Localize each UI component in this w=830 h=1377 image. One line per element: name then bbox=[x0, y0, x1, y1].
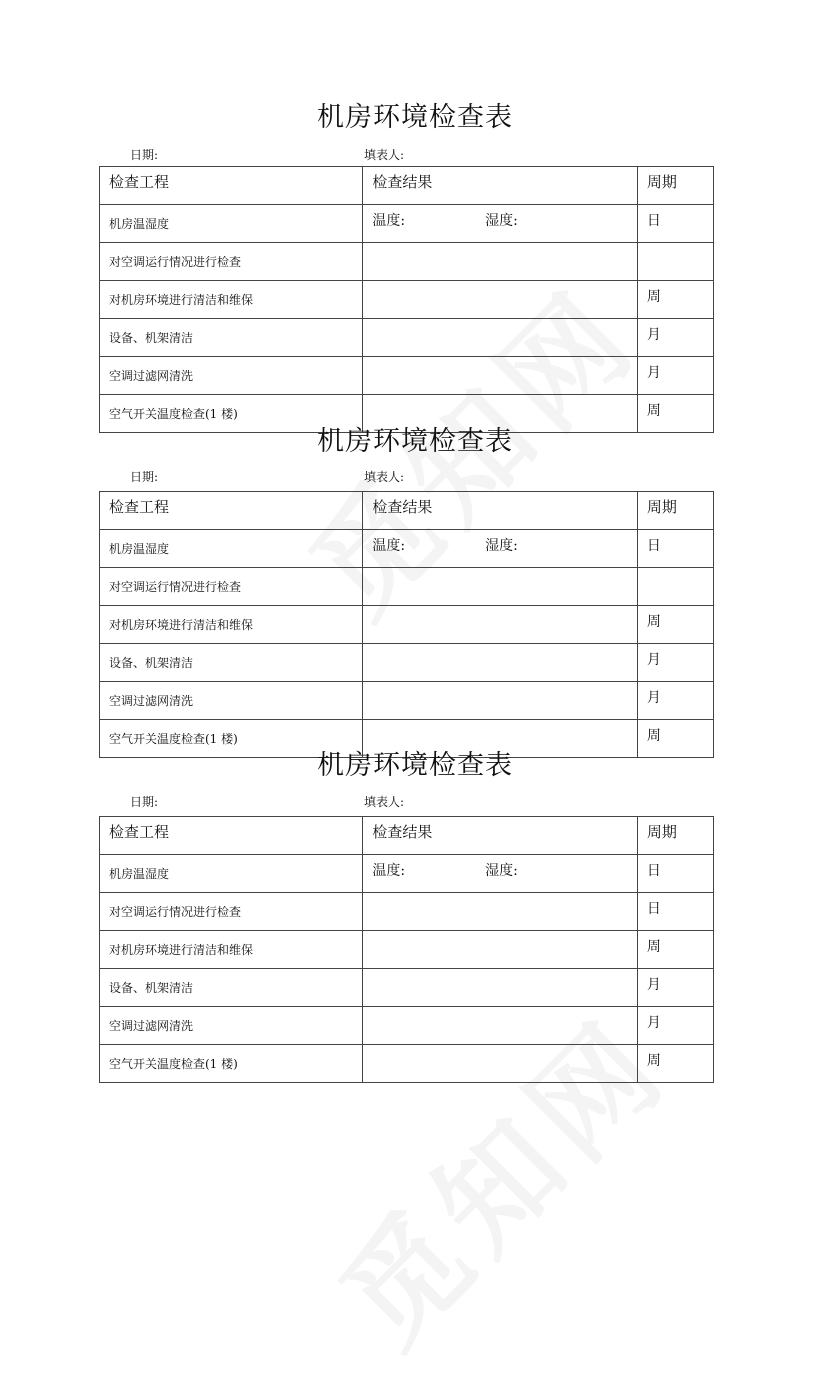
table-row bbox=[100, 1007, 714, 1045]
humidity-label: 湿度: bbox=[485, 538, 518, 554]
item-cell: 对空调运行情况进行检查 bbox=[100, 243, 363, 281]
item-cell: 空调过滤网清洗 bbox=[100, 682, 363, 720]
table-header-row bbox=[100, 167, 714, 205]
result-cell[interactable] bbox=[363, 682, 637, 720]
item-cell: 设备、机架清洁 bbox=[100, 319, 363, 357]
result-cell[interactable] bbox=[363, 281, 637, 319]
period-cell: 周 bbox=[637, 281, 713, 319]
table-row bbox=[100, 893, 714, 931]
date-label: 日期: bbox=[130, 470, 159, 484]
temperature-label: 温度: bbox=[372, 863, 406, 879]
inspection-table bbox=[99, 816, 714, 1083]
table-row bbox=[100, 682, 714, 720]
header-result: 检查结果 bbox=[363, 492, 637, 530]
filler-label: 填表人: bbox=[364, 148, 405, 162]
period-cell: 日 bbox=[637, 893, 713, 931]
item-cell: 空气开关温度检查(1 楼) bbox=[100, 1045, 363, 1083]
table-row bbox=[100, 969, 714, 1007]
item-cell: 对机房环境进行清洁和维保 bbox=[100, 931, 363, 969]
table-row bbox=[100, 855, 714, 893]
item-cell: 空调过滤网清洗 bbox=[100, 357, 363, 395]
table-row bbox=[100, 606, 714, 644]
period-cell: 周 bbox=[637, 395, 713, 433]
table-row bbox=[100, 319, 714, 357]
table-row bbox=[100, 530, 714, 568]
inspection-table bbox=[99, 166, 714, 433]
form-title: 机房环境检查表 bbox=[317, 102, 513, 133]
date-label: 日期: bbox=[130, 795, 159, 809]
table-row bbox=[100, 243, 714, 281]
humidity-label: 湿度: bbox=[485, 213, 518, 229]
date-label: 日期: bbox=[130, 148, 159, 162]
humidity-label: 湿度: bbox=[485, 863, 518, 879]
item-cell: 空气开关温度检查(1 楼) bbox=[100, 720, 363, 758]
item-cell: 空调过滤网清洗 bbox=[100, 1007, 363, 1045]
result-cell[interactable] bbox=[363, 1045, 637, 1083]
period-cell bbox=[637, 243, 713, 281]
period-cell: 月 bbox=[637, 682, 713, 720]
period-cell: 月 bbox=[637, 1007, 713, 1045]
result-cell[interactable] bbox=[363, 969, 637, 1007]
period-cell: 周 bbox=[637, 931, 713, 969]
item-cell: 对空调运行情况进行检查 bbox=[100, 893, 363, 931]
table-header-row bbox=[100, 817, 714, 855]
period-cell bbox=[637, 568, 713, 606]
period-cell: 日 bbox=[637, 205, 713, 243]
table-row bbox=[100, 205, 714, 243]
header-item: 检查工程 bbox=[100, 817, 363, 855]
result-cell[interactable] bbox=[363, 530, 637, 568]
item-cell: 对空调运行情况进行检查 bbox=[100, 568, 363, 606]
result-cell[interactable] bbox=[363, 606, 637, 644]
result-cell[interactable] bbox=[363, 1007, 637, 1045]
table-row bbox=[100, 357, 714, 395]
result-cell[interactable] bbox=[363, 931, 637, 969]
item-cell: 设备、机架清洁 bbox=[100, 644, 363, 682]
item-cell: 机房温湿度 bbox=[100, 205, 363, 243]
period-cell: 月 bbox=[637, 644, 713, 682]
item-cell: 机房温湿度 bbox=[100, 855, 363, 893]
item-cell: 设备、机架清洁 bbox=[100, 969, 363, 1007]
filler-label: 填表人: bbox=[364, 470, 405, 484]
item-cell: 空气开关温度检查(1 楼) bbox=[100, 395, 363, 433]
filler-label: 填表人: bbox=[364, 795, 405, 809]
item-cell: 对机房环境进行清洁和维保 bbox=[100, 281, 363, 319]
header-period: 周期 bbox=[637, 492, 713, 530]
header-result: 检查结果 bbox=[363, 167, 637, 205]
result-cell[interactable] bbox=[363, 205, 637, 243]
result-cell[interactable] bbox=[363, 855, 637, 893]
result-cell[interactable] bbox=[363, 357, 637, 395]
period-cell: 日 bbox=[637, 530, 713, 568]
result-cell[interactable] bbox=[363, 644, 637, 682]
header-item: 检查工程 bbox=[100, 492, 363, 530]
item-cell: 机房温湿度 bbox=[100, 530, 363, 568]
period-cell: 月 bbox=[637, 319, 713, 357]
period-cell: 周 bbox=[637, 1045, 713, 1083]
temperature-label: 温度: bbox=[372, 538, 406, 554]
result-cell[interactable] bbox=[363, 243, 637, 281]
form-title: 机房环境检查表 bbox=[317, 426, 513, 457]
table-row bbox=[100, 931, 714, 969]
period-cell: 月 bbox=[637, 357, 713, 395]
item-cell: 对机房环境进行清洁和维保 bbox=[100, 606, 363, 644]
result-cell[interactable] bbox=[363, 568, 637, 606]
table-row bbox=[100, 644, 714, 682]
header-period: 周期 bbox=[637, 817, 713, 855]
result-cell[interactable] bbox=[363, 893, 637, 931]
period-cell: 周 bbox=[637, 720, 713, 758]
table-header-row bbox=[100, 492, 714, 530]
period-cell: 周 bbox=[637, 606, 713, 644]
table-row bbox=[100, 568, 714, 606]
period-cell: 日 bbox=[637, 855, 713, 893]
table-row bbox=[100, 1045, 714, 1083]
header-result: 检查结果 bbox=[363, 817, 637, 855]
result-cell[interactable] bbox=[363, 319, 637, 357]
header-item: 检查工程 bbox=[100, 167, 363, 205]
temperature-label: 温度: bbox=[372, 213, 406, 229]
inspection-table bbox=[99, 491, 714, 758]
header-period: 周期 bbox=[637, 167, 713, 205]
period-cell: 月 bbox=[637, 969, 713, 1007]
table-row bbox=[100, 281, 714, 319]
form-title: 机房环境检查表 bbox=[317, 750, 513, 781]
